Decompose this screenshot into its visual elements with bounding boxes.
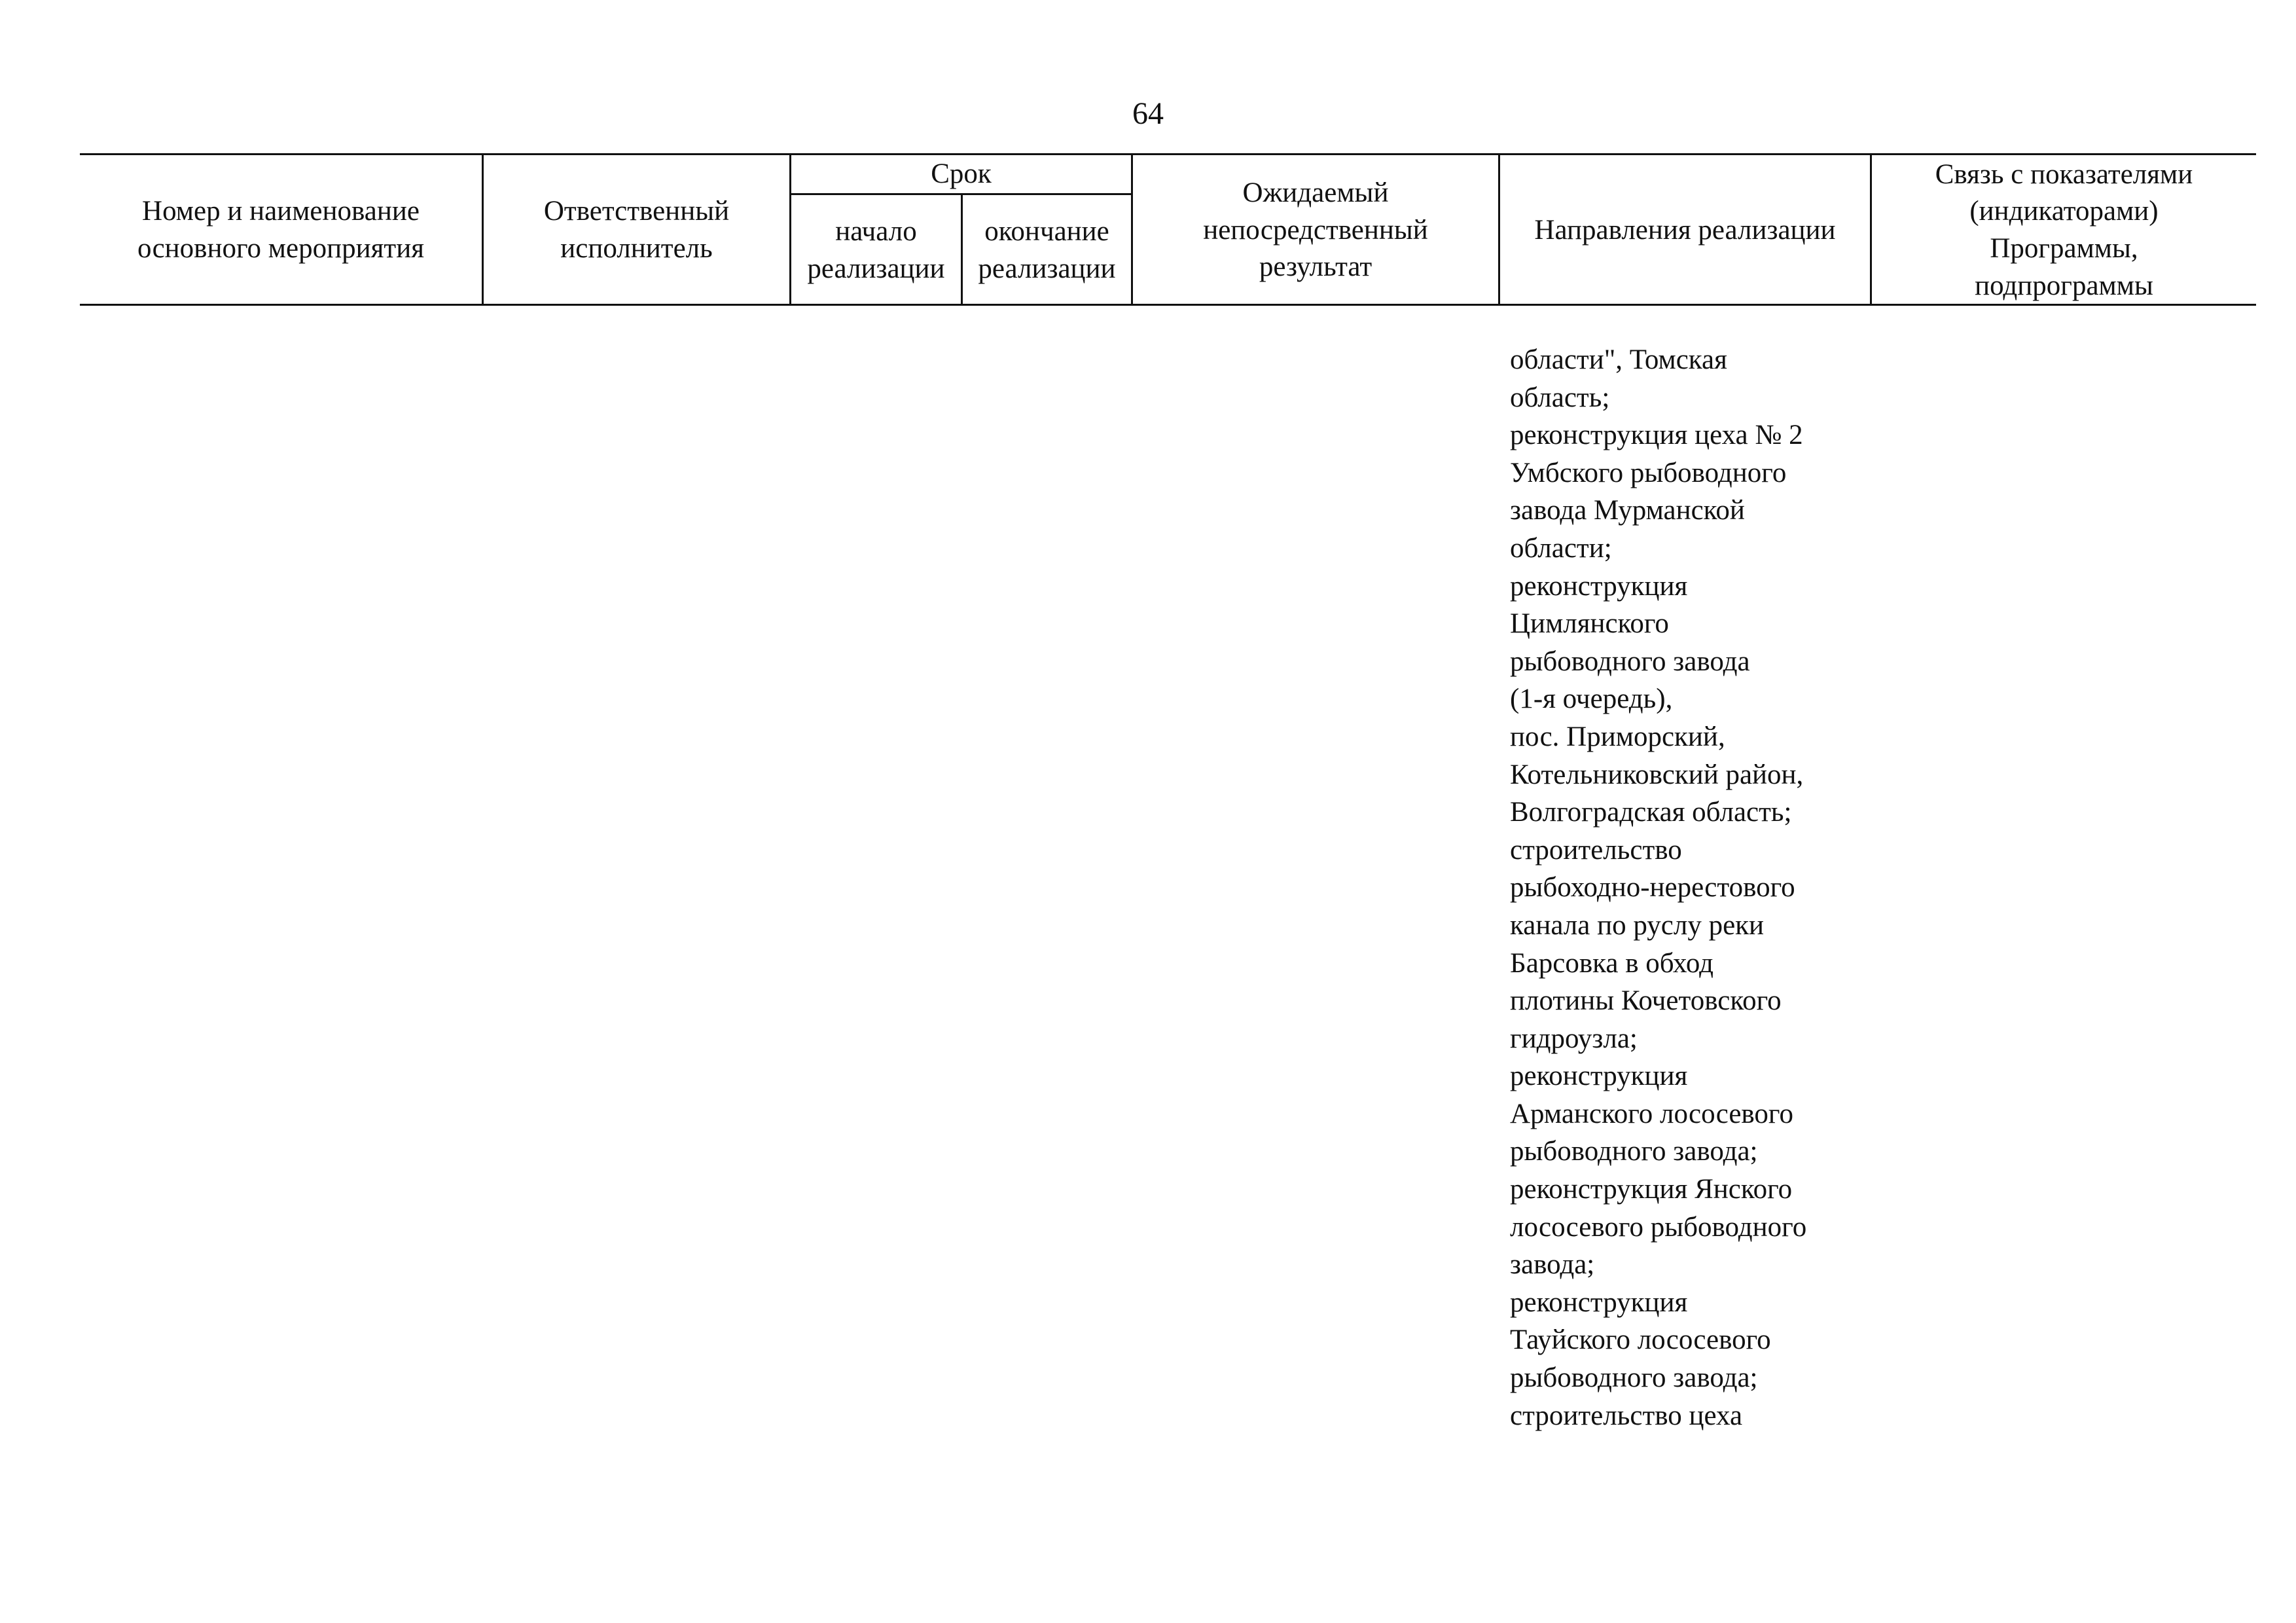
header-end: окончание реализации bbox=[978, 215, 1116, 284]
header-indicators: Связь с показателями (индикаторами) Программы, подпрограммы bbox=[1935, 158, 2193, 301]
header-result: Ожидаемый непосредственный результат bbox=[1203, 177, 1428, 283]
header-event: Номер и наименование основного мероприятия bbox=[137, 196, 424, 264]
header-term: Срок bbox=[931, 158, 992, 189]
header-start: начало реализации bbox=[807, 215, 945, 284]
page-number: 64 bbox=[1132, 96, 1164, 131]
table-header bbox=[80, 153, 2256, 306]
header-responsible: Ответственный исполнитель bbox=[543, 196, 730, 264]
header-directions: Направления реализации bbox=[1534, 214, 1836, 246]
directions-text: области", Томская область; реконструкция цеха № 2 Умбского рыбоводного завода Мурманской области; реконструкция Цимлянского рыбоводного завода (1-я очередь), пос. Приморский, Котельниковский район, Волгоградская область; строительство рыбоходно-нерестового канала по руслу реки Барсовка в обход плотины Кочетовского гидроузла; реконструкция Арманского лососевого рыбоводного завода; реконструкция Янского лососевого рыбоводного завода; реконструкция Тауйского лососевого рыбоводного завода; строительство цеха bbox=[1510, 344, 1807, 1431]
